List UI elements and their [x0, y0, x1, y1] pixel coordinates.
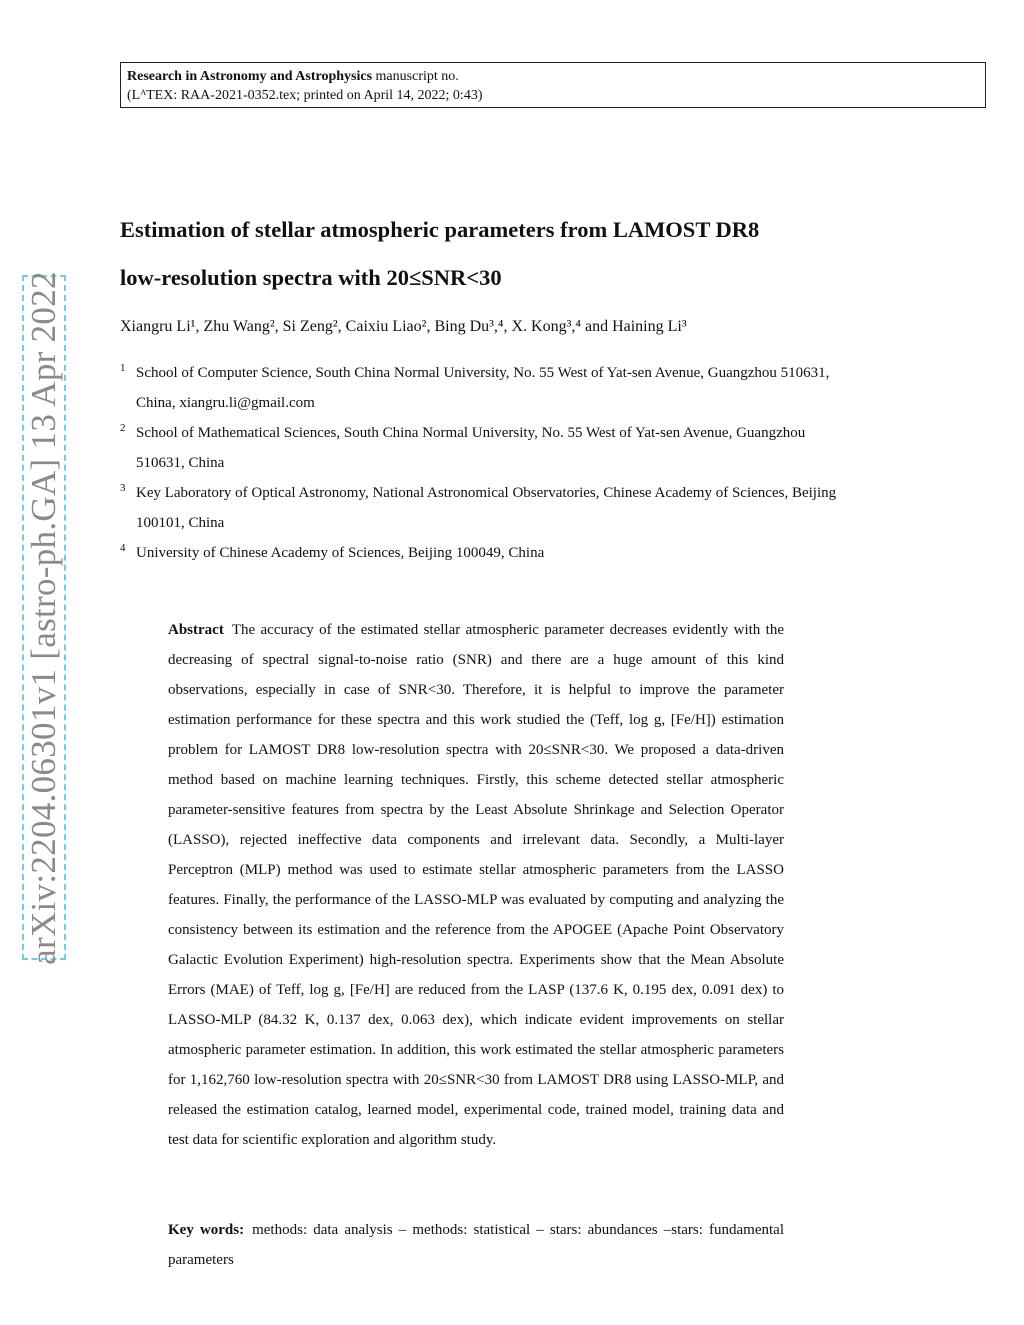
title-line-2: low-resolution spectra with 20≤SNR<30	[120, 265, 502, 290]
paper-title	[120, 206, 920, 302]
keywords-text: methods: data analysis – methods: statistical – stars: abundances –stars: fundamental parameters	[168, 1222, 784, 1268]
affiliation-text: School of Mathematical Sciences, South China Normal University, No. 55 West of Yat-sen Avenue, Guangzhou 510631, China	[136, 425, 806, 471]
affiliation-item	[120, 358, 840, 418]
abstract-text: The accuracy of the estimated stellar atmospheric parameter decreases evidently with the decreasing of spectral signal-to-noise ratio (SNR) and there are a huge amount of this kind observations, especially in case of SNR<30. Therefore, it is helpful to improve the parameter estimation performance for these spectra and this work studied the (Teff, log g, [Fe/H]) estimation problem for LAMOST DR8 low-resolution spectra with 20≤SNR<30. We proposed a data-driven method based on machine learning techniques. Firstly, this scheme detected stellar atmospheric parameter-sensitive features from spectra by the Least Absolute Shrinkage and Selection Operator (LASSO), rejected ineffective data components and irrelevant data. Secondly, a Multi-layer Perceptron (MLP) method was used to estimate stellar atmospheric parameters from the LASSO features. Finally, the performance of the LASSO-MLP was evaluated by computing and analyzing the consistency between its estimation and the reference from the APOGEE (Apache Point Observatory Galactic Evolution Experiment) high-resolution spectra. Experiments show that the Mean Absolute Errors (MAE) of Teff, log g, [Fe/H] are reduced from the LASP (137.6 K, 0.195 dex, 0.091 dex) to LASSO-MLP (84.32 K, 0.137 dex, 0.063 dex), which indicate evident improvements on stellar atmospheric parameter estimation. In addition, this work estimated the stellar atmospheric parameters for 1,162,760 low-resolution spectra with 20≤SNR<30 from LAMOST DR8 using LASSO-MLP, and released the estimation catalog, learned model, experimental code, trained model, training data and test data for scientific exploration and algorithm study.	[168, 622, 784, 1148]
affiliation-number: 4	[120, 542, 126, 554]
arxiv-stamp	[22, 270, 66, 965]
keywords-heading: Key words:	[168, 1222, 245, 1238]
latex-line: (LᴬTEX: RAA-2021-0352.tex; printed on April 14, 2022; 0:43)	[127, 88, 483, 103]
abstract-section	[168, 615, 784, 1155]
journal-header-box	[120, 62, 986, 108]
affiliation-number: 1	[120, 362, 126, 374]
affiliation-text: University of Chinese Academy of Sciences, Beijing 100049, China	[136, 545, 545, 561]
affiliation-item	[120, 538, 840, 568]
affiliation-number: 2	[120, 422, 126, 434]
title-line-1: Estimation of stellar atmospheric parameters from LAMOST DR8	[120, 217, 760, 242]
affiliation-item	[120, 478, 840, 538]
affiliation-item	[120, 418, 840, 478]
author-list: Xiangru Li¹, Zhu Wang², Si Zeng², Caixiu Liao², Bing Du³,⁴, X. Kong³,⁴ and Haining Li³	[120, 318, 687, 335]
affiliation-list	[120, 358, 840, 568]
affiliation-number: 3	[120, 482, 126, 494]
manuscript-label: manuscript no.	[372, 69, 459, 84]
affiliation-text: Key Laboratory of Optical Astronomy, National Astronomical Observatories, Chinese Academy of Sciences, Beijing 100101, China	[136, 485, 837, 531]
arxiv-id: arXiv:2204.06301v1 [astro-ph.GA] 13 Apr 2022	[24, 270, 63, 965]
affiliation-text: School of Computer Science, South China Normal University, No. 55 West of Yat-sen Avenue, Guangzhou 510631, China, xiangru.li@gmail.com	[136, 365, 830, 411]
abstract-heading: Abstract	[168, 622, 224, 638]
keywords-section	[168, 1215, 784, 1275]
journal-name: Research in Astronomy and Astrophysics	[127, 69, 373, 84]
journal-line	[127, 67, 979, 86]
